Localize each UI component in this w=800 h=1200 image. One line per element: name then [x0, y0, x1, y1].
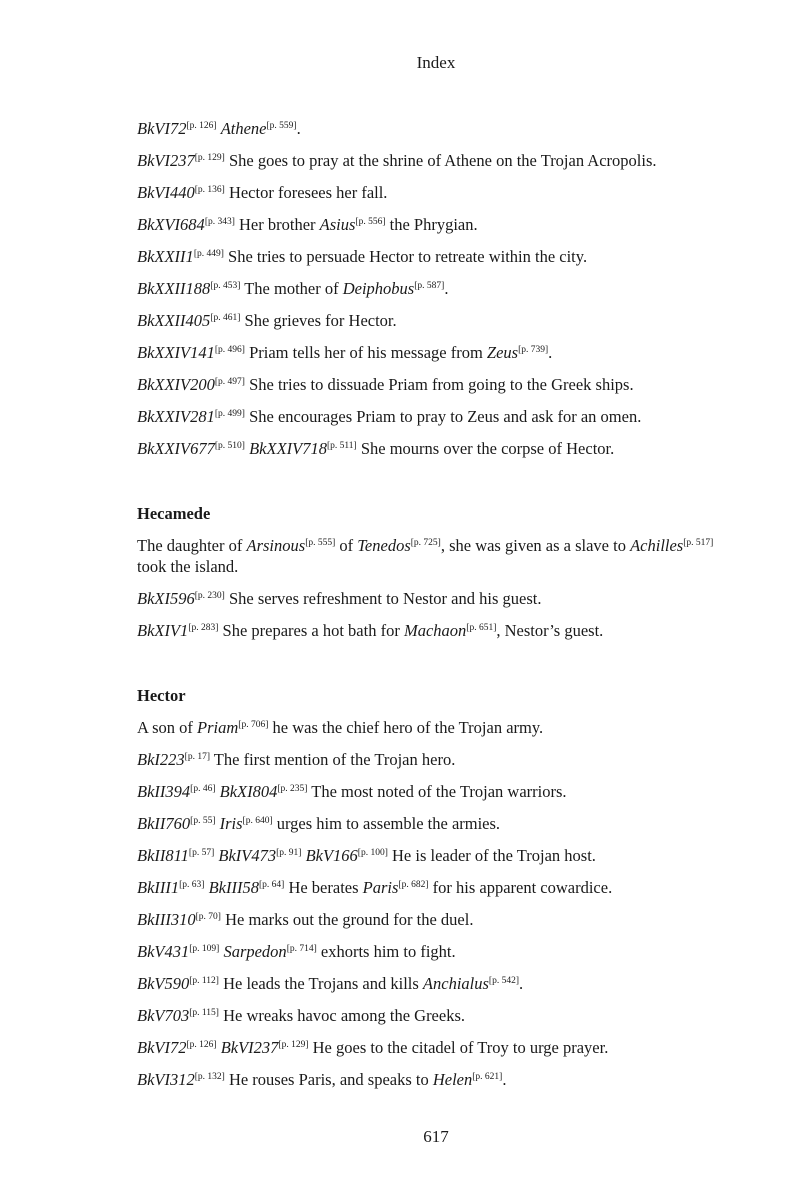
page-reference: [p. 55]	[190, 816, 216, 826]
page-reference: [p. 91]	[276, 848, 302, 858]
book-reference-link[interactable]: BkV431	[137, 942, 190, 961]
page-reference: [p. 136]	[194, 185, 225, 195]
index-entry	[137, 941, 737, 962]
page-reference: [p. 129]	[194, 153, 225, 163]
name-reference-link[interactable]: Anchialus	[422, 974, 489, 993]
name-reference-link[interactable]: Iris	[219, 814, 243, 833]
book-reference-link[interactable]: BkXI596	[137, 589, 195, 608]
entry-text: She grieves for Hector.	[240, 311, 397, 330]
page-reference: [p. 640]	[242, 816, 273, 826]
book-reference-link[interactable]: BkVI237	[220, 1038, 279, 1057]
book-reference-link[interactable]: BkIII310	[137, 910, 196, 929]
page-reference: [p. 510]	[214, 441, 245, 451]
entry-text: of	[335, 536, 358, 555]
entry-text: She goes to pray at the shrine of Athene on the Trojan Acropolis.	[224, 151, 657, 170]
name-reference-link[interactable]: Asius	[319, 215, 356, 234]
book-reference-link[interactable]: BkIII1	[137, 878, 180, 897]
book-reference-link[interactable]: BkV590	[137, 974, 190, 993]
index-entry	[137, 717, 737, 738]
book-reference-link[interactable]: BkXXII405	[137, 311, 211, 330]
page-reference: [p. 714]	[286, 944, 317, 954]
entry-text: exhorts him to fight.	[316, 942, 456, 961]
index-entry	[137, 118, 737, 139]
hector-entries	[137, 717, 737, 1090]
hecamede-entries	[137, 535, 737, 641]
entry-text: he was the chief hero of the Trojan army.	[268, 718, 544, 737]
section-spacer	[137, 652, 737, 685]
entry-text: Priam tells her of his message from	[244, 343, 487, 362]
page-reference: [p. 57]	[188, 848, 215, 858]
name-reference-link[interactable]: Priam	[197, 718, 239, 737]
page-reference: [p. 559]	[266, 121, 297, 131]
index-entry	[137, 877, 737, 898]
entry-text: .	[548, 343, 553, 362]
entry-text: the Phrygian.	[385, 215, 478, 234]
book-reference-link[interactable]: BkVI72	[137, 1038, 187, 1057]
page-reference: [p. 343]	[204, 217, 235, 227]
entry-text: .	[502, 1070, 507, 1089]
entry-text: The daughter of	[137, 536, 247, 555]
entry-text: He leads the Trojans and kills	[218, 974, 423, 993]
entry-text: He wreaks havoc among the Greeks.	[218, 1006, 466, 1025]
name-reference-link[interactable]: Machaon	[403, 621, 467, 640]
book-reference-link[interactable]: BkXI804	[219, 782, 278, 801]
page-reference: [p. 109]	[189, 944, 220, 954]
entry-text: She prepares a hot bath for	[218, 621, 404, 640]
book-reference-link[interactable]: BkVI237	[137, 151, 195, 170]
entry-text: for his apparent cowardice.	[428, 878, 613, 897]
index-entry	[137, 973, 737, 994]
page-reference: [p. 739]	[518, 345, 549, 355]
name-reference-link[interactable]: Deiphobus	[342, 279, 415, 298]
index-entry	[137, 438, 737, 459]
page-reference: [p. 556]	[355, 217, 386, 227]
name-reference-link[interactable]: Achilles	[630, 536, 684, 555]
book-reference-link[interactable]: BkXXIV141	[137, 343, 215, 362]
section-spacer	[137, 470, 737, 503]
page-reference: [p. 115]	[189, 1008, 219, 1018]
entry-text: A son of	[137, 718, 198, 737]
entry-text: He goes to the citadel of Troy to urge prayer.	[308, 1038, 609, 1057]
page-reference: [p. 235]	[277, 784, 308, 794]
page-number: 617	[423, 1127, 449, 1146]
entry-text: She tries to dissuade Priam from going to the Greek ships.	[244, 375, 634, 394]
book-reference-link[interactable]: BkXXIV281	[137, 407, 215, 426]
book-reference-link[interactable]: BkXXIV200	[137, 375, 215, 394]
index-entry	[137, 749, 737, 770]
index-entry	[137, 813, 737, 834]
entry-text: She serves refreshment to Nestor and his guest.	[224, 589, 542, 608]
book-reference-link[interactable]: BkXXIV718	[249, 439, 327, 458]
entry-text: , she was given as a slave to	[440, 536, 631, 555]
page-reference: [p. 70]	[195, 912, 221, 922]
page-reference: [p. 497]	[214, 377, 245, 387]
book-reference-link[interactable]: BkXXII1	[137, 247, 194, 266]
entry-text: Her brother	[234, 215, 320, 234]
index-entry	[137, 310, 737, 331]
book-reference-link[interactable]: BkV703	[137, 1006, 190, 1025]
entry-text: .	[296, 119, 301, 138]
page-reference: [p. 587]	[414, 281, 445, 291]
index-entry	[137, 620, 737, 641]
page-reference: [p. 126]	[186, 1040, 217, 1050]
entry-text: He is leader of the Trojan host.	[387, 846, 596, 865]
index-entry	[137, 182, 737, 203]
book-reference-link[interactable]: BkVI312	[137, 1070, 195, 1089]
page-reference: [p. 621]	[472, 1072, 503, 1082]
entry-text: .	[519, 974, 524, 993]
page-reference: [p. 706]	[238, 720, 269, 730]
name-reference-link[interactable]: Helen	[432, 1070, 473, 1089]
index-entry	[137, 845, 737, 866]
index-entry	[137, 1037, 737, 1058]
book-reference-link[interactable]: BkVI72	[137, 119, 187, 138]
index-entry	[137, 214, 737, 235]
entry-text: Hector foresees her fall.	[224, 183, 388, 202]
entry-text: The first mention of the Trojan hero.	[209, 750, 456, 769]
entry-text: urges him to assemble the armies.	[272, 814, 501, 833]
entry-text: She tries to persuade Hector to retreate within the city.	[223, 247, 588, 266]
index-entry	[137, 150, 737, 171]
page-reference: [p. 517]	[683, 538, 714, 548]
index-entry	[137, 781, 737, 802]
book-reference-link[interactable]: BkV166	[305, 846, 358, 865]
name-reference-link[interactable]: Arsinous	[246, 536, 306, 555]
page-reference: [p. 725]	[410, 538, 441, 548]
entry-text: He rouses Paris, and speaks to	[224, 1070, 433, 1089]
name-reference-link[interactable]: Tenedos	[357, 536, 411, 555]
entry-text: She mourns over the corpse of Hector.	[356, 439, 615, 458]
entry-text: , Nestor’s guest.	[496, 621, 604, 640]
page-reference: [p. 542]	[488, 976, 519, 986]
name-reference-link[interactable]: Zeus	[486, 343, 519, 362]
page-reference: [p. 63]	[179, 880, 205, 890]
book-reference-link[interactable]: BkII760	[137, 814, 191, 833]
index-entry	[137, 278, 737, 299]
page-reference: [p. 555]	[305, 538, 336, 548]
index-content	[137, 118, 737, 1101]
index-entry	[137, 588, 737, 609]
index-entry	[137, 246, 737, 267]
page-header: Index	[416, 53, 456, 72]
entry-text: He berates	[284, 878, 363, 897]
top-entries	[137, 118, 737, 459]
page-reference: [p. 449]	[193, 249, 224, 259]
page-reference: [p. 46]	[190, 784, 216, 794]
section-title-hecamede: Hecamede	[137, 504, 211, 523]
page-reference: [p. 129]	[278, 1040, 309, 1050]
book-reference-link[interactable]: BkXVI684	[137, 215, 205, 234]
entry-text: .	[444, 279, 449, 298]
book-reference-link[interactable]: BkVI440	[137, 183, 195, 202]
page-reference: [p. 230]	[194, 591, 225, 601]
page-reference: [p. 112]	[189, 976, 219, 986]
book-reference-link[interactable]: BkII811	[137, 846, 189, 865]
index-entry	[137, 374, 737, 395]
book-reference-link[interactable]: BkIII58	[208, 878, 259, 897]
page-reference: [p. 17]	[184, 752, 210, 762]
name-reference-link[interactable]: Athene	[220, 119, 267, 138]
page-reference: [p. 651]	[466, 623, 497, 633]
page-reference: [p. 496]	[214, 345, 245, 355]
page-reference: [p. 453]	[210, 281, 241, 291]
page-reference: [p. 126]	[186, 121, 217, 131]
page-reference: [p. 100]	[357, 848, 388, 858]
name-reference-link[interactable]: Sarpedon	[223, 942, 287, 961]
index-entry	[137, 406, 737, 427]
book-reference-link[interactable]: BkXIV1	[137, 621, 189, 640]
book-reference-link[interactable]: BkXXIV677	[137, 439, 215, 458]
entry-text: She encourages Priam to pray to Zeus and ask for an omen.	[244, 407, 642, 426]
entry-text: The most noted of the Trojan warriors.	[307, 782, 567, 801]
name-reference-link[interactable]: Paris	[362, 878, 399, 897]
index-entry	[137, 535, 737, 577]
page-reference: [p. 283]	[188, 623, 219, 633]
page-reference: [p. 511]	[326, 441, 357, 451]
entry-text: The mother of	[240, 279, 343, 298]
entry-text: He marks out the ground for the duel.	[220, 910, 474, 929]
book-reference-link[interactable]: BkXXII188	[137, 279, 211, 298]
page-reference: [p. 682]	[398, 880, 429, 890]
index-entry	[137, 1069, 737, 1090]
page-reference: [p. 461]	[210, 313, 241, 323]
book-reference-link[interactable]: BkI223	[137, 750, 185, 769]
index-entry	[137, 342, 737, 363]
index-entry	[137, 1005, 737, 1026]
page-reference: [p. 132]	[194, 1072, 225, 1082]
book-reference-link[interactable]: BkIV473	[218, 846, 277, 865]
page-reference: [p. 64]	[258, 880, 285, 890]
entry-text: took the island.	[137, 557, 239, 576]
book-reference-link[interactable]: BkII394	[137, 782, 191, 801]
index-entry	[137, 909, 737, 930]
section-title-hector: Hector	[137, 686, 186, 705]
page-reference: [p. 499]	[214, 409, 245, 419]
